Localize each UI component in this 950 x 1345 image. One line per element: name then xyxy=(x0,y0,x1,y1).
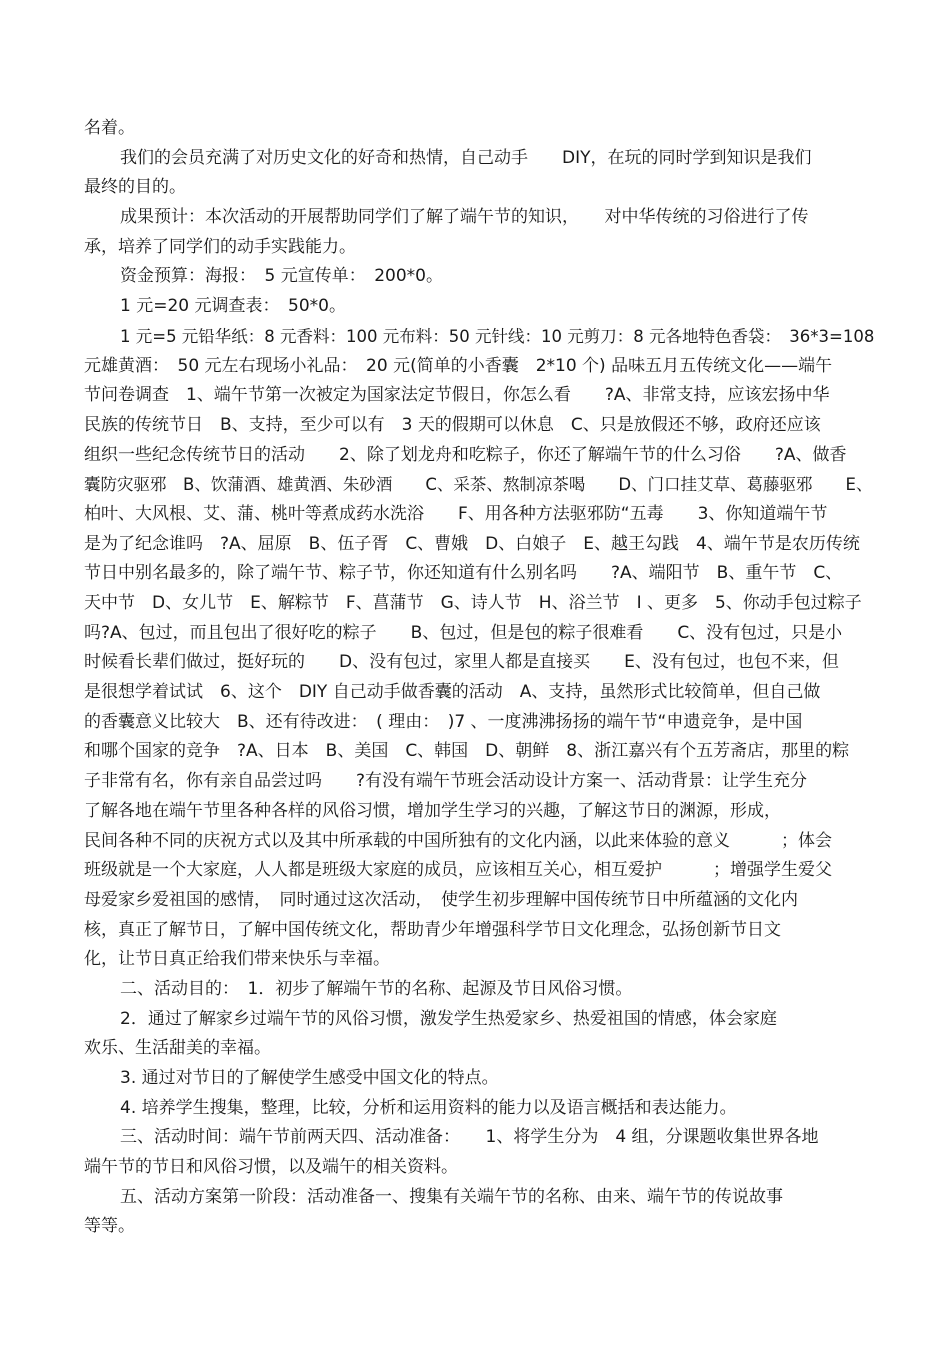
text-line: 4. 培养学生搜集，整理，比较，分析和运用资料的能力以及语言概括和表达能力。 xyxy=(120,1097,737,1118)
text-line: 核，真正了解节日，了解中国传统文化，帮助青少年增强科学节日文化理念，弘扬创新节日文 xyxy=(84,919,781,940)
text-line: 元雄黄酒： 50 元左右现场小礼品： 20 元(简单的小香囊 2*10 个) 品味五月五传统文化——端午 xyxy=(84,355,833,376)
text-line: 是为了纪念谁吗 ?A、屈原 B、伍子胥 C、曹娥 D、白娘子 E、越王勾践 4、端午节是农历传统 xyxy=(84,533,860,554)
text-line: 是很想学着试试 6、这个 DIY 自己动手做香囊的活动 A、支持，虽然形式比较简单，但自己做 xyxy=(84,682,821,703)
text-line: 了解各地在端午节里各种各样的风俗习惯，增加学生学习的兴趣，了解这节日的渊源，形成， xyxy=(84,800,781,821)
text-line: 五、活动方案第一阶段：活动准备一、搜集有关端午节的名称、由来、端午节的传说故事 xyxy=(120,1186,783,1207)
text-line: 子非常有名，你有亲自品尝过吗 ?有没有端午节班会活动设计方案一、活动背景：让学生充分 xyxy=(84,771,808,792)
text-line: 的香囊意义比较大 B、还有待改进： ( 理由： )7 、一度沸沸扬扬的端午节“申遗竞争，是中国 xyxy=(84,711,803,732)
text-line: 等等。 xyxy=(84,1216,135,1237)
text-line: 欢乐、生活甜美的幸福。 xyxy=(84,1038,271,1059)
text-line: 资金预算：海报： 5 元宣传单： 200*0。 xyxy=(120,266,443,287)
text-line: 囊防灾驱邪 B、饮蒲酒、雄黄酒、朱砂酒 C、采茶、熬制凉茶喝 D、门口挂艾草、葛藤驱邪 E、 xyxy=(84,475,873,495)
text-line: 二、活动目的： 1．初步了解端午节的名称、起源及节日风俗习惯。 xyxy=(120,978,633,999)
text-line: 最终的目的。 xyxy=(84,177,186,198)
document-body xyxy=(84,114,874,1242)
text-line: 端午节的节日和风俗习惯，以及端午的相关资料。 xyxy=(84,1157,458,1178)
text-line: 1 元=20 元调查表： 50*0。 xyxy=(120,296,346,317)
text-line: 名着。 xyxy=(84,118,135,138)
text-line: 班级就是一个大家庭，人人都是班级大家庭的成员，应该相互关心，相互爱护 ；增强学生爱父 xyxy=(84,860,832,881)
text-line: 节日中别名最多的，除了端午节、粽子节，你还知道有什么别名吗 ?A、端阳节 B、重午节 C、 xyxy=(84,563,843,584)
text-line: 三、活动时间：端午节前两天四、活动准备： 1、将学生分为 4 组，分课题收集世界各地 xyxy=(120,1127,819,1148)
text-line: 吗?A、包过，而且包出了很好吃的粽子 B、包过，但是包的粽子很难看 C、没有包过，只是小 xyxy=(84,622,843,643)
text-line: 节问卷调查 1、端午节第一次被定为国家法定节假日，你怎么看 ?A、非常支持，应该宏扬中华 xyxy=(84,385,830,406)
text-line: 承，培养了同学们的动手实践能力。 xyxy=(84,236,356,257)
text-line: 和哪个国家的竞争 ?A、日本 B、美国 C、韩国 D、朝鲜 8、浙江嘉兴有个五芳斋店，那里的粽 xyxy=(84,741,850,762)
text-line: 母爱家乡爱祖国的感情， 同时通过这次活动， 使学生初步理解中国传统节日中所蕴涵的文化内 xyxy=(84,889,798,910)
text-line: 民族的传统节日 B、支持，至少可以有 3 天的假期可以休息 C、只是放假还不够，政府还应该 xyxy=(84,414,821,435)
text-line: 天中节 D、女儿节 E、解粽节 F、菖蒲节 G、诗人节 H、浴兰节 I 、更多 5、你动手包过粽子 xyxy=(84,593,862,613)
text-line: 成果预计：本次活动的开展帮助同学们了解了端午节的知识， 对中华传统的习俗进行了传 xyxy=(120,207,809,228)
text-line: 1 元=5 元铅华纸：8 元香料：100 元布料：50 元针线：10 元剪刀：8 元各地特色香袋： 36*3=108 xyxy=(120,326,874,346)
text-line: 化，让节日真正给我们带来快乐与幸福。 xyxy=(84,949,390,970)
text-line: 3. 通过对节日的了解使学生感受中国文化的特点。 xyxy=(120,1068,499,1088)
text-line: 2．通过了解家乡过端午节的风俗习惯，激发学生热爱家乡、热爱祖国的情感，体会家庭 xyxy=(120,1008,777,1029)
text-line: 组织一些纪念传统节日的活动 2、除了划龙舟和吃粽子，你还了解端午节的什么习俗 ?A、做香 xyxy=(84,444,847,465)
text-line: 民间各种不同的庆祝方式以及其中所承载的中国所独有的文化内涵，以此来体验的意义 ；体会 xyxy=(84,830,832,851)
text-line: 时候看长辈们做过，挺好玩的 D、没有包过，家里人都是直接买 E、没有包过，也包不来，但 xyxy=(84,652,839,673)
text-line: 柏叶、大风根、艾、蒲、桃叶等煮成药水洗浴 F、用各种方法驱邪防“五毒 3、你知道端午节 xyxy=(84,503,828,524)
text-line: 我们的会员充满了对历史文化的好奇和热情，自己动手 DIY，在玩的同时学到知识是我们 xyxy=(120,147,812,168)
